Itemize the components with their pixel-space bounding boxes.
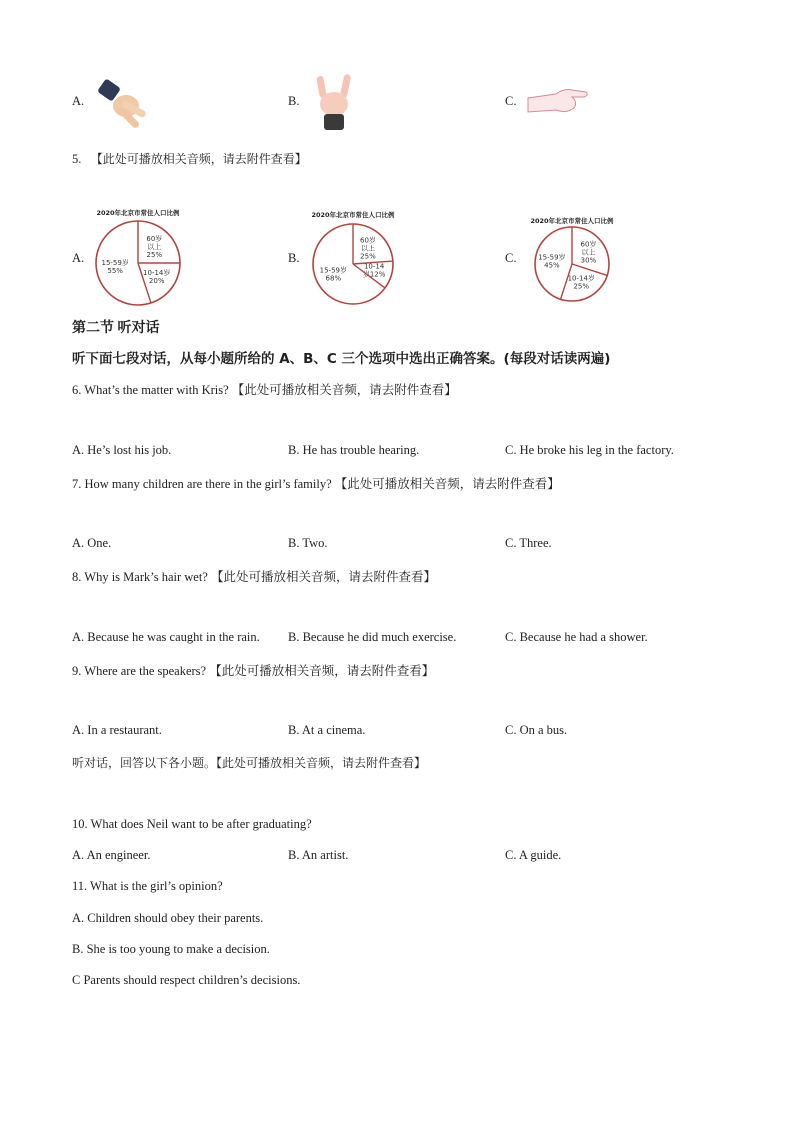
group-intro: 听对话，回答以下各小题。【此处可播放相关音频，请去附件查看】 [72, 756, 427, 770]
pie-title: 2020年北京市常住人口比例 [311, 211, 395, 219]
question-text: 6. What’s the matter with Kris? 【此处可播放相关音频，请去附件查看】 [72, 383, 457, 397]
pie-slice-label: 岁12% [362, 270, 386, 279]
pie-slice-label: 10-14 [363, 262, 385, 271]
pie-slice-label: 以上 [581, 248, 596, 257]
hand-rock-sign-icon [312, 72, 356, 132]
section-instruction: 听下面七段对话，从每小题所给的 A、B、C 三个选项中选出正确答案。(每段对话读两遍) [72, 351, 611, 367]
option: C. A guide. [505, 848, 562, 862]
pie-slice-label: 60岁 [360, 236, 376, 245]
option: A. Children should obey their parents. [72, 911, 264, 925]
option: A. An engineer. [72, 848, 151, 862]
pie-slice-label: 60岁 [580, 240, 597, 249]
q4-option-b-letter: B. [288, 94, 300, 108]
pie-slice-label: 以上 [147, 243, 162, 252]
pie-slice-label: 以上 [360, 244, 375, 253]
pie-slice-label: 60岁 [146, 235, 163, 244]
pie-slice-label: 10-14岁 [143, 269, 171, 278]
question-text: 11. What is the girl’s opinion? [72, 879, 223, 893]
pie-title: 2020年北京市常住人口比例 [96, 209, 180, 217]
pie-slice-label: 68% [325, 274, 342, 283]
pie-chart-b [305, 208, 415, 308]
option: B. Two. [288, 536, 328, 550]
option: A. One. [72, 536, 112, 550]
pie-slice-label: 25% [360, 252, 376, 261]
option: B. She is too young to make a decision. [72, 942, 270, 956]
option: A. He’s lost his job. [72, 443, 172, 457]
pie-chart-c [522, 214, 632, 306]
option: A. Because he was caught in the rain. [72, 630, 260, 644]
question-text: 8. Why is Mark’s hair wet? 【此处可播放相关音频，请去附件查看】 [72, 570, 436, 584]
pie-slice-label: 10-14岁 [567, 274, 595, 283]
pie-slice-label: 15-59岁 [538, 253, 566, 262]
pie-chart-a [88, 205, 198, 310]
pie-slice-label: 15-59岁 [101, 259, 129, 268]
q4-option-c-letter: C. [505, 94, 517, 108]
section-heading: 第二节 听对话 [72, 321, 160, 336]
question-text: 10. What does Neil want to be after graduating? [72, 817, 312, 831]
pie-slice-label: 20% [148, 277, 165, 286]
q5-stem [72, 150, 307, 167]
option: C. He broke his leg in the factory. [505, 443, 674, 457]
pie-slice-label: 30% [580, 256, 597, 265]
pie-slice-label: 55% [107, 267, 123, 276]
q4-option-a-letter: A. [72, 94, 85, 108]
pie-slice-label: 25% [573, 282, 590, 291]
pie-slice-label: 45% [544, 261, 560, 270]
option: C. Three. [505, 536, 552, 550]
question-text: 9. Where are the speakers? 【此处可播放相关音频，请去附件查看】 [72, 664, 435, 678]
option: B. He has trouble hearing. [288, 443, 420, 457]
option: B. An artist. [288, 848, 349, 862]
pie-slice-label: 25% [146, 251, 163, 260]
q5-number: 5. [72, 152, 82, 166]
audio-note: 【此处可播放相关音频，请去附件查看】 [90, 152, 307, 166]
option: C Parents should respect children’s decisions. [72, 973, 301, 987]
q5-option-b-letter: B. [288, 251, 300, 265]
option: A. In a restaurant. [72, 723, 162, 737]
q5-option-a-letter: A. [72, 251, 85, 265]
question-text: 7. How many children are there in the girl’s family? 【此处可播放相关音频，请去附件查看】 [72, 477, 560, 491]
option: C. Because he had a shower. [505, 630, 648, 644]
hand-v-sign-icon [98, 78, 154, 128]
option: B. Because he did much exercise. [288, 630, 457, 644]
option: B. At a cinema. [288, 723, 366, 737]
q5-option-c-letter: C. [505, 251, 517, 265]
pie-slice-label: 15-59岁 [319, 266, 347, 275]
option: C. On a bus. [505, 723, 568, 737]
hand-pointing-icon [526, 84, 590, 120]
pie-title: 2020年北京市常住人口比例 [530, 217, 614, 225]
